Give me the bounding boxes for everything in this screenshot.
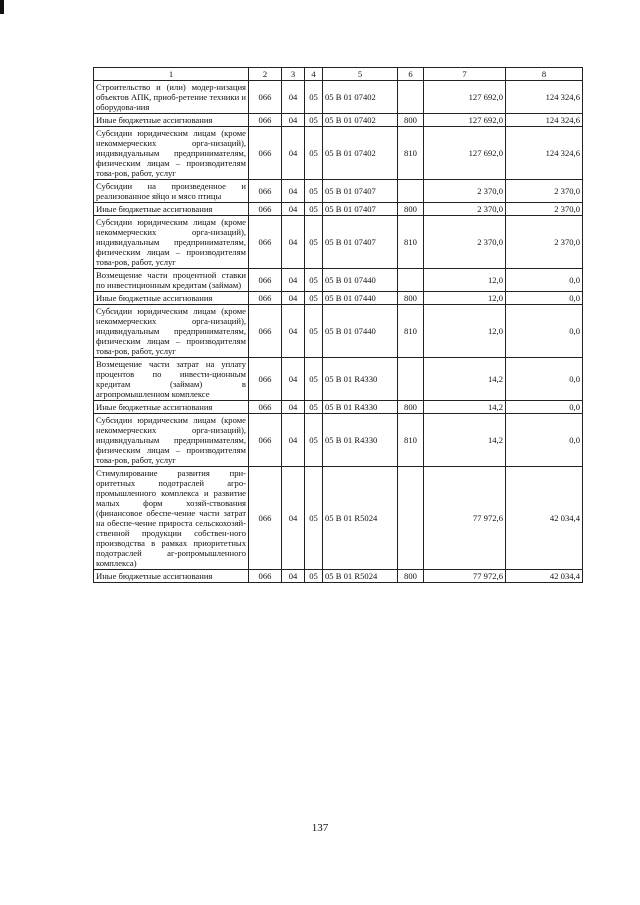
table-row bbox=[94, 269, 583, 292]
code-target-article: 05 В 01 07402 bbox=[323, 114, 398, 127]
code-expense-type: 800 bbox=[398, 114, 424, 127]
code-section: 04 bbox=[282, 216, 305, 269]
item-name: Строительство и (или) модер-низация объектов АПК, приоб-ретение техники и оборудова-ния bbox=[94, 81, 249, 114]
amount-planned: 77 972,6 bbox=[424, 570, 506, 583]
code-target-article: 05 В 01 07440 bbox=[323, 269, 398, 292]
amount-executed: 0,0 bbox=[506, 292, 583, 305]
code-section: 04 bbox=[282, 570, 305, 583]
amount-executed: 42 034,4 bbox=[506, 467, 583, 570]
code-grbs: 066 bbox=[249, 292, 282, 305]
table-row bbox=[94, 114, 583, 127]
code-expense-type: 810 bbox=[398, 414, 424, 467]
code-target-article: 05 В 01 07440 bbox=[323, 305, 398, 358]
code-grbs: 066 bbox=[249, 114, 282, 127]
code-subsection: 05 bbox=[305, 203, 323, 216]
code-grbs: 066 bbox=[249, 358, 282, 401]
code-subsection: 05 bbox=[305, 114, 323, 127]
amount-planned: 14,2 bbox=[424, 358, 506, 401]
code-target-article: 05 В 01 07407 bbox=[323, 203, 398, 216]
table-row bbox=[94, 305, 583, 358]
code-grbs: 066 bbox=[249, 269, 282, 292]
table-row bbox=[94, 127, 583, 180]
header-cell: 7 bbox=[424, 68, 506, 81]
item-name: Возмещение части затрат на уплату процентов по инвести-ционным кредитам (займам) в агропромышленном комплексе bbox=[94, 358, 249, 401]
code-expense-type: 800 bbox=[398, 292, 424, 305]
amount-planned: 12,0 bbox=[424, 305, 506, 358]
code-target-article: 05 В 01 R4330 bbox=[323, 358, 398, 401]
amount-planned: 12,0 bbox=[424, 269, 506, 292]
amount-planned: 127 692,0 bbox=[424, 81, 506, 114]
code-target-article: 05 В 01 R5024 bbox=[323, 467, 398, 570]
code-subsection: 05 bbox=[305, 570, 323, 583]
code-expense-type bbox=[398, 467, 424, 570]
header-row bbox=[94, 68, 583, 81]
table-row bbox=[94, 180, 583, 203]
code-target-article: 05 В 01 R5024 bbox=[323, 570, 398, 583]
amount-executed: 0,0 bbox=[506, 401, 583, 414]
amount-executed: 124 324,6 bbox=[506, 114, 583, 127]
code-section: 04 bbox=[282, 414, 305, 467]
amount-executed: 2 370,0 bbox=[506, 203, 583, 216]
header-cell: 2 bbox=[249, 68, 282, 81]
table-row bbox=[94, 358, 583, 401]
code-grbs: 066 bbox=[249, 216, 282, 269]
code-subsection: 05 bbox=[305, 401, 323, 414]
code-section: 04 bbox=[282, 305, 305, 358]
code-target-article: 05 В 01 R4330 bbox=[323, 401, 398, 414]
item-name: Субсидии на произведенное и реализованное яйцо и мясо птицы bbox=[94, 180, 249, 203]
amount-planned: 12,0 bbox=[424, 292, 506, 305]
amount-executed: 0,0 bbox=[506, 414, 583, 467]
code-expense-type bbox=[398, 81, 424, 114]
item-name: Иные бюджетные ассигнования bbox=[94, 203, 249, 216]
code-section: 04 bbox=[282, 81, 305, 114]
amount-planned: 127 692,0 bbox=[424, 127, 506, 180]
code-expense-type: 800 bbox=[398, 203, 424, 216]
code-subsection: 05 bbox=[305, 180, 323, 203]
code-grbs: 066 bbox=[249, 180, 282, 203]
code-target-article: 05 В 01 07402 bbox=[323, 81, 398, 114]
item-name: Субсидии юридическим лицам (кроме некоммерческих орга-низаций), индивидуальным предпринимателям, физическим лицам – производителям това-ров, работ, услуг bbox=[94, 414, 249, 467]
amount-executed: 2 370,0 bbox=[506, 216, 583, 269]
item-name: Субсидии юридическим лицам (кроме некоммерческих орга-низаций), индивидуальным предпринимателям, физическим лицам – производителям това-ров, работ, услуг bbox=[94, 127, 249, 180]
amount-executed: 0,0 bbox=[506, 305, 583, 358]
code-section: 04 bbox=[282, 114, 305, 127]
code-expense-type: 800 bbox=[398, 570, 424, 583]
amount-planned: 14,2 bbox=[424, 401, 506, 414]
header-cell: 4 bbox=[305, 68, 323, 81]
item-name: Стимулирование развития при-оритетных подотраслей агро-промышленного комплекса и развитие малых форм хозяй-ствования (финансовое обеспе-чение части затрат на обеспе-чение прироста сельскохозяй-ственной продукции собствен-ного производства в рамках приоритетных подотраслей аг-ропромышленного комплекса) bbox=[94, 467, 249, 570]
code-subsection: 05 bbox=[305, 81, 323, 114]
code-subsection: 05 bbox=[305, 467, 323, 570]
table-row bbox=[94, 81, 583, 114]
code-subsection: 05 bbox=[305, 414, 323, 467]
header-cell: 3 bbox=[282, 68, 305, 81]
code-subsection: 05 bbox=[305, 292, 323, 305]
code-grbs: 066 bbox=[249, 467, 282, 570]
code-expense-type bbox=[398, 180, 424, 203]
page-number: 137 bbox=[311, 822, 329, 834]
code-expense-type: 810 bbox=[398, 127, 424, 180]
code-expense-type: 800 bbox=[398, 401, 424, 414]
code-section: 04 bbox=[282, 358, 305, 401]
code-expense-type bbox=[398, 269, 424, 292]
code-target-article: 05 В 01 07407 bbox=[323, 180, 398, 203]
item-name: Иные бюджетные ассигнования bbox=[94, 570, 249, 583]
code-expense-type: 810 bbox=[398, 216, 424, 269]
code-grbs: 066 bbox=[249, 401, 282, 414]
budget-table bbox=[93, 67, 583, 583]
code-subsection: 05 bbox=[305, 127, 323, 180]
code-expense-type bbox=[398, 358, 424, 401]
code-expense-type: 810 bbox=[398, 305, 424, 358]
amount-planned: 77 972,6 bbox=[424, 467, 506, 570]
header-cell: 8 bbox=[506, 68, 583, 81]
amount-planned: 14,2 bbox=[424, 414, 506, 467]
code-subsection: 05 bbox=[305, 305, 323, 358]
amount-executed: 0,0 bbox=[506, 269, 583, 292]
code-grbs: 066 bbox=[249, 127, 282, 180]
code-grbs: 066 bbox=[249, 81, 282, 114]
code-target-article: 05 В 01 07440 bbox=[323, 292, 398, 305]
item-name: Субсидии юридическим лицам (кроме некоммерческих орга-низаций), индивидуальным предпринимателям, физическим лицам – производителям това-ров, работ, услуг bbox=[94, 216, 249, 269]
item-name: Иные бюджетные ассигнования bbox=[94, 292, 249, 305]
code-section: 04 bbox=[282, 269, 305, 292]
item-name: Иные бюджетные ассигнования bbox=[94, 401, 249, 414]
amount-executed: 0,0 bbox=[506, 358, 583, 401]
amount-executed: 124 324,6 bbox=[506, 81, 583, 114]
code-grbs: 066 bbox=[249, 414, 282, 467]
code-section: 04 bbox=[282, 467, 305, 570]
amount-planned: 2 370,0 bbox=[424, 203, 506, 216]
code-subsection: 05 bbox=[305, 216, 323, 269]
item-name: Иные бюджетные ассигнования bbox=[94, 114, 249, 127]
amount-planned: 127 692,0 bbox=[424, 114, 506, 127]
scan-mark bbox=[0, 0, 4, 14]
code-target-article: 05 В 01 07407 bbox=[323, 216, 398, 269]
code-section: 04 bbox=[282, 203, 305, 216]
table-row bbox=[94, 570, 583, 583]
table-row bbox=[94, 467, 583, 570]
code-section: 04 bbox=[282, 292, 305, 305]
table-row bbox=[94, 216, 583, 269]
header-cell: 6 bbox=[398, 68, 424, 81]
item-name: Субсидии юридическим лицам (кроме некоммерческих орга-низаций), индивидуальным предпринимателям, физическим лицам – производителям това-ров, работ, услуг bbox=[94, 305, 249, 358]
code-section: 04 bbox=[282, 180, 305, 203]
header-cell: 5 bbox=[323, 68, 398, 81]
table-row bbox=[94, 414, 583, 467]
table-row bbox=[94, 292, 583, 305]
header-cell: 1 bbox=[94, 68, 249, 81]
amount-planned: 2 370,0 bbox=[424, 180, 506, 203]
code-section: 04 bbox=[282, 401, 305, 414]
amount-executed: 124 324,6 bbox=[506, 127, 583, 180]
code-subsection: 05 bbox=[305, 358, 323, 401]
amount-executed: 2 370,0 bbox=[506, 180, 583, 203]
amount-executed: 42 034,4 bbox=[506, 570, 583, 583]
item-name: Возмещение части процентной ставки по инвестиционным кредитам (займам) bbox=[94, 269, 249, 292]
table-row bbox=[94, 203, 583, 216]
code-grbs: 066 bbox=[249, 570, 282, 583]
code-target-article: 05 В 01 07402 bbox=[323, 127, 398, 180]
code-section: 04 bbox=[282, 127, 305, 180]
code-target-article: 05 В 01 R4330 bbox=[323, 414, 398, 467]
table-row bbox=[94, 401, 583, 414]
code-grbs: 066 bbox=[249, 203, 282, 216]
code-subsection: 05 bbox=[305, 269, 323, 292]
amount-planned: 2 370,0 bbox=[424, 216, 506, 269]
code-grbs: 066 bbox=[249, 305, 282, 358]
